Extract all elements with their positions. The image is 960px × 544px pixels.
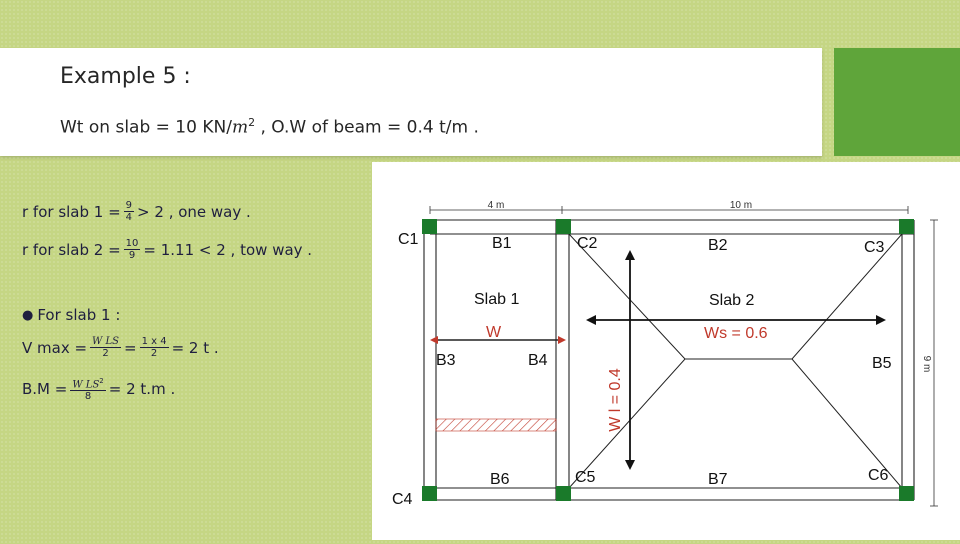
label-b5: B5	[872, 355, 892, 372]
r1-prefix: r for slab 1 =	[22, 202, 121, 221]
structural-plan-panel	[372, 162, 960, 540]
label-c3: C3	[864, 239, 885, 256]
v-suffix: = 2 t .	[171, 338, 219, 357]
for-slab-label: For slab 1 :	[37, 306, 121, 324]
label-b6: B6	[490, 471, 510, 488]
given-prefix: Wt on slab = 10 KN/	[60, 117, 232, 138]
label-c4: C4	[392, 491, 413, 508]
structural-plan-diagram	[372, 162, 960, 540]
label-b1: B1	[492, 235, 512, 252]
v-f2-num: 1 x 4	[141, 336, 167, 347]
v-mid: =	[124, 338, 137, 357]
given-loads	[60, 116, 479, 138]
label-c1: C1	[398, 231, 419, 248]
beam-lines	[424, 220, 914, 500]
for-slab1-heading	[22, 306, 120, 324]
slide-title: Example 5 :	[60, 64, 191, 89]
given-unit: m	[231, 117, 249, 138]
column-c5	[556, 486, 571, 501]
r2-num: 10	[125, 238, 139, 249]
bm-den: 8	[84, 391, 92, 403]
label-ws: Ws = 0.6	[704, 325, 768, 342]
bm-exp: 2	[99, 377, 104, 385]
label-c6: C6	[868, 467, 889, 484]
label-slab2: Slab 2	[709, 292, 755, 309]
column-c4	[422, 486, 437, 501]
bm-num: W LS	[72, 379, 100, 391]
label-wl: W l = 0.4	[607, 368, 624, 432]
column-c3	[899, 219, 914, 234]
r2-prefix: r for slab 2 =	[22, 240, 121, 259]
label-w: W	[486, 324, 502, 341]
v-f1-num: W LS	[92, 336, 119, 347]
r2-fraction	[124, 238, 141, 261]
bm-prefix: B.M =	[22, 380, 68, 399]
bm-suffix: = 2 t.m .	[108, 380, 176, 399]
column-c6	[899, 486, 914, 501]
dim-left-label: 4 m	[487, 200, 505, 211]
column-c2	[556, 219, 571, 234]
r2-den: 9	[128, 250, 136, 261]
r2-suffix: = 1.11 < 2 , tow way .	[143, 240, 313, 259]
accent-block	[834, 48, 960, 156]
dim-right-label: 10 m	[729, 200, 753, 211]
column-c1	[422, 219, 437, 234]
v-f2-den: 2	[150, 348, 158, 359]
slab-strip-hatch	[436, 419, 556, 431]
v-fraction-2	[140, 336, 169, 359]
given-suffix: , O.W of beam = 0.4 t/m .	[255, 117, 479, 138]
label-b7: B7	[708, 471, 728, 488]
v-max-equation	[22, 336, 219, 359]
dim-side-label: 9 m	[921, 355, 932, 373]
r1-num: 9	[125, 200, 133, 211]
bm-fraction	[70, 376, 105, 402]
yield-lines	[569, 234, 902, 488]
label-b2: B2	[708, 237, 728, 254]
given-exp: 2	[248, 116, 256, 129]
bullet-icon: ●	[22, 307, 34, 323]
label-b4: B4	[528, 352, 548, 369]
ratio-slab1	[22, 200, 251, 223]
r1-fraction	[124, 200, 134, 223]
bm-equation	[22, 376, 175, 402]
label-b3: B3	[436, 352, 456, 369]
label-slab1: Slab 1	[474, 291, 520, 308]
ratio-slab2	[22, 238, 312, 261]
v-f1-den: 2	[102, 348, 109, 359]
label-c2: C2	[577, 235, 598, 252]
r1-den: 4	[125, 212, 133, 223]
v-fraction-1	[90, 336, 121, 359]
v-prefix: V max =	[22, 338, 88, 357]
columns	[422, 219, 914, 501]
label-c5: C5	[575, 469, 596, 486]
r1-suffix: > 2 , one way .	[137, 202, 251, 221]
